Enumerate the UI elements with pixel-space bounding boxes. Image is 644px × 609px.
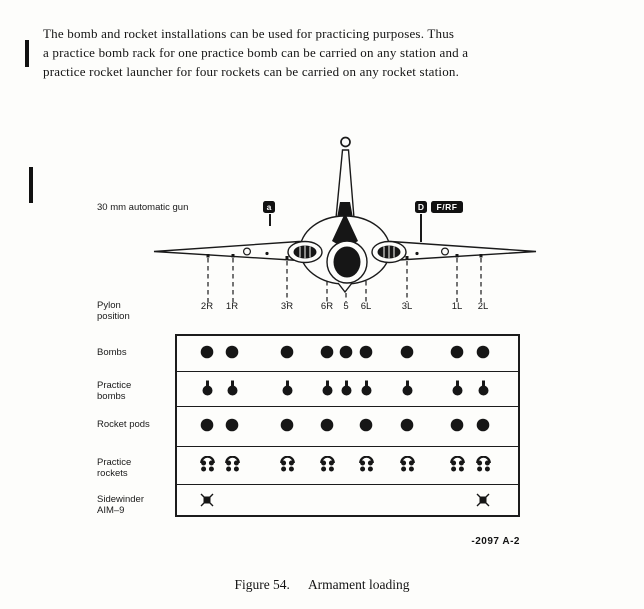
pylon-label-1L: 1L	[451, 301, 463, 312]
bomb-icon	[225, 345, 239, 364]
pylon-label-5: 5	[343, 301, 349, 312]
figure-caption-label: Figure 54.	[234, 577, 290, 592]
paragraph-line: a practice bomb rack for one practice bomb can be carried on any station and a	[43, 45, 469, 60]
rocket-pod-icon	[476, 418, 490, 437]
bomb-icon	[280, 345, 294, 364]
rocket-pod-icon	[359, 418, 373, 437]
rocket-pod-icon	[450, 418, 464, 437]
figure-reference-number: -2097 A-2	[471, 536, 520, 547]
practice-rockets-icon	[279, 456, 296, 477]
table-divider	[177, 484, 518, 486]
chin	[338, 283, 352, 292]
practice-bomb-icon	[402, 380, 413, 401]
practice-rockets-icon	[199, 456, 216, 477]
practice-bomb-icon	[202, 380, 213, 401]
practice-bomb-icon	[322, 380, 333, 401]
wing-light-left	[244, 248, 251, 255]
pylon-label-6R: 6R	[320, 301, 334, 312]
row-label-practice-bomb: Practice bombs	[97, 380, 132, 402]
sidewinder-icon	[199, 492, 215, 513]
bomb-icon	[400, 345, 414, 364]
pylon-label-1R: 1R	[225, 301, 239, 312]
variant-box-frf: F/RF	[431, 201, 463, 213]
practice-rockets-icon	[319, 456, 336, 477]
bomb-icon	[359, 345, 373, 364]
rocket-pod-icon	[225, 418, 239, 437]
pylon-label-2R: 2R	[200, 301, 214, 312]
body-paragraph	[43, 24, 483, 81]
wing-light-right	[442, 248, 449, 255]
figure-caption	[0, 577, 644, 593]
practice-rockets-icon	[224, 456, 241, 477]
paragraph-line: practice rocket launcher for four rockets can be carried on any rocket station.	[43, 64, 460, 79]
bomb-icon	[339, 345, 353, 364]
aircraft-front-view-diagram	[140, 125, 550, 310]
practice-rockets-icon	[475, 456, 492, 477]
practice-bomb-icon	[361, 380, 372, 401]
bomb-icon	[476, 345, 490, 364]
rocket-pod-icon	[400, 418, 414, 437]
rocket-pod-icon	[280, 418, 294, 437]
bomb-icon	[200, 345, 214, 364]
change-bar	[25, 40, 29, 67]
table-divider	[177, 406, 518, 408]
row-label-rocket-pod: Rocket pods	[97, 419, 150, 430]
nose-radome	[334, 247, 361, 278]
table-divider	[177, 371, 518, 373]
change-bar	[29, 167, 33, 203]
rocket-pod-icon	[200, 418, 214, 437]
pylon-label-6L: 6L	[360, 301, 372, 312]
practice-bomb-icon	[341, 380, 352, 401]
practice-bomb-icon	[452, 380, 463, 401]
callout-box-d: D	[415, 201, 427, 213]
figure-caption-title: Armament loading	[307, 577, 410, 592]
gun-label: 30 mm automatic gun	[97, 202, 189, 213]
practice-rockets-icon	[449, 456, 466, 477]
bomb-icon	[320, 345, 334, 364]
practice-rockets-icon	[399, 456, 416, 477]
pylon-position-header: Pylon position	[97, 300, 130, 322]
sidewinder-icon	[475, 492, 491, 513]
row-label-practice-rockets: Practice rockets	[97, 457, 132, 479]
table-divider	[177, 446, 518, 448]
pylon-label-3L: 3L	[401, 301, 413, 312]
row-label-bomb: Bombs	[97, 347, 127, 358]
rocket-pod-icon	[320, 418, 334, 437]
callout-leader-line	[420, 214, 422, 242]
fin-tip-ball	[341, 138, 350, 147]
pylon-label-2L: 2L	[477, 301, 489, 312]
practice-bomb-icon	[282, 380, 293, 401]
bomb-icon	[450, 345, 464, 364]
pylon-label-3R: 3R	[280, 301, 294, 312]
paragraph-line: The bomb and rocket installations can be used for practicing purposes. Thus	[43, 26, 455, 41]
practice-bomb-icon	[478, 380, 489, 401]
practice-bomb-icon	[227, 380, 238, 401]
practice-rockets-icon	[358, 456, 375, 477]
row-label-sidewinder: Sidewinder AIM–9	[97, 494, 144, 516]
callout-leader-line	[269, 214, 271, 226]
callout-box-a: a	[263, 201, 275, 213]
